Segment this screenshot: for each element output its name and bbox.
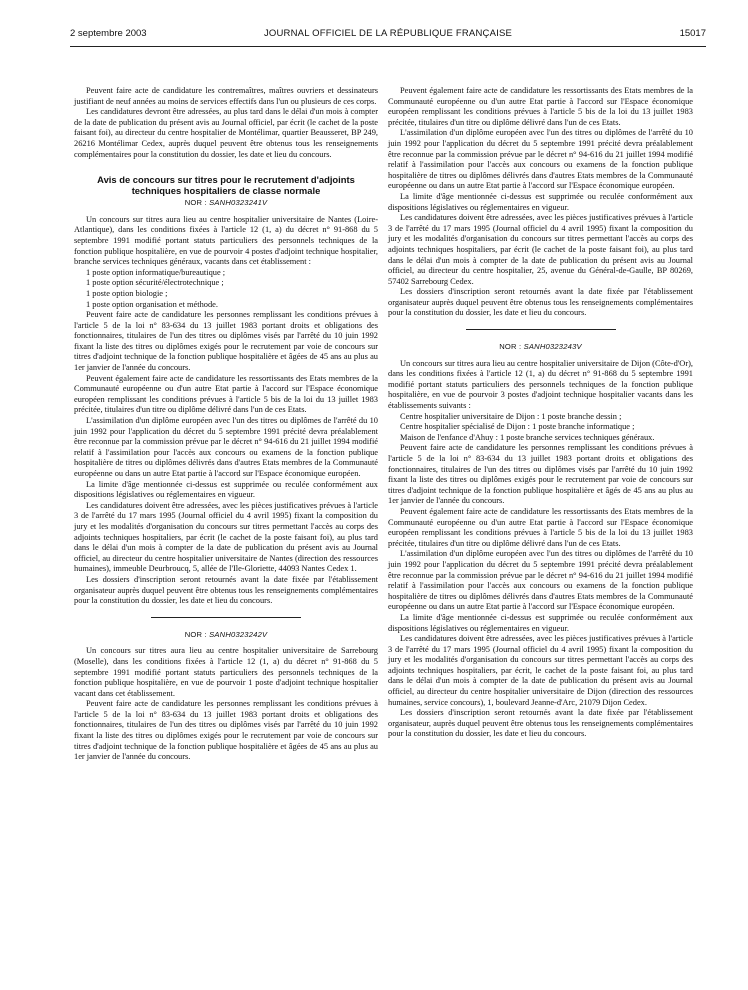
paragraph: Centre hospitalier spécialisé de Dijon : 1 poste branche informatique ;: [400, 422, 635, 432]
notice2-block: [74, 646, 378, 763]
nor-label: NOR :: [184, 629, 207, 639]
paragraph: L'assimilation d'un diplôme européen avec l'un des titres ou diplômes de l'arrêté du 10 juin 1992 pour l'application du décret du 5 septembre 1991 précité devra préalablement être reconnue par la commission prévue par le décret n° 94-616 du 21 juillet 1994 modifié relatif à l'assimilation pour l'accès aux concours ou examens de la fonction publique hospitalière de titres ou diplômes délivrés dans d'autres Etats membres de la Communauté européenne ou dans un autre Etat partie à l'accord sur l'Espace économique européen.: [388, 549, 693, 612]
paragraph: La limite d'âge mentionnée ci-dessus est supprimée ou reculée conformément aux dispositions législatives ou réglementaires en vigueur.: [388, 612, 693, 633]
paragraph: Peuvent faire acte de candidature les personnes remplissant les conditions prévues à l'article 5 de la loi n° 83-634 du 13 juillet 1983 portant droits et obligations des fonctionnaires, titulaires de l'un des titres ou diplômes visés par l'arrêté du 10 juin 1992 fixant la liste des titres ou diplômes exigés pour le recrutement par voie de concours sur titres d'adjoint technique de la fonction publique hospitalière et âgées de 45 ans au plus au 1er janvier de l'année du concours.: [74, 310, 378, 373]
nor-label: NOR :: [184, 198, 207, 208]
paragraph: Peuvent faire acte de candidature les personnes remplissant les conditions prévues à l'article 5 de la loi n° 83-634 du 13 juillet 1983 portant droits et obligations des fonctionnaires, titulaires de l'un des titres ou diplômes visés par l'arrêté du 10 juin 1992 fixant la liste des titres ou diplômes exigés pour le recrutement par voie de concours sur titres d'adjoint technique de la fonction publique hospitalière et âgés de 45 ans au plus au 1er janvier de l'année du concours.: [388, 443, 693, 506]
left-column: [74, 86, 378, 763]
paragraph: Peuvent faire acte de candidature les contremaîtres, maîtres ouvriers et dessinateurs justifiant de neuf années au moins de services effectifs dans l'un ou plusieurs de ces corps.: [74, 86, 378, 106]
notice1-conditions: [74, 310, 378, 607]
paragraph: Les candidatures doivent être adressées, avec les pièces justificatives prévues à l'article 3 de l'arrêté du 17 mars 1995 (Journal officiel du 4 avril 1995) fixant la composition du jury et les modalités d'organisation du concours sur titres permettant l'accès au corps des adjoints techniques hospitaliers, par écrit, le cachet de la poste faisant foi, au plus tard dans le délai d'un mois à compter de la date de publication du présent avis au Journal officiel, au directeur du centre hospitalier universitaire de Dijon (direction des ressources humaines, service concours), 1, boulevard Jeanne-d'Arc, 21079 Dijon Cedex.: [388, 634, 693, 707]
nor-value: SANH0323241V: [209, 198, 268, 208]
paragraph: Les candidatures devront être adressées, au plus tard dans le délai d'un mois à compter de la date de publication du présent avis au Journal officiel, par écrit (le cachet de la poste faisant foi), au directeur du centre hospitalier de Montélimar, quartier Beausseret, BP 249, 26216 Montélimar Cedex, auprès duquel peuvent être obtenus tous les renseignements complémentaires pour la constitution du dossier, les date et lieu du concours.: [74, 107, 378, 159]
notice1-block: [74, 215, 378, 268]
page-header: [70, 28, 706, 42]
paragraph: Peuvent également faire acte de candidature les ressortissants des Etats membres de la Communauté européenne ou d'un autre Etat partie à l'accord sur l'Espace économique européen remplissant les conditions prévues à l'article 5 bis de la loi du 13 juillet 1983 précitée, titulaires d'un titre ou diplôme délivré dans l'un de ces Etats.: [74, 373, 378, 415]
nor-value: SANH0323243V: [523, 342, 582, 352]
section-divider: [151, 617, 301, 618]
paragraph: Un concours sur titres aura lieu au centre hospitalier universitaire de Nantes (Loire-Atlantique), dans les conditions fixées à l'article 12 (1, a) du décret n° 91-868 du 5 septembre 1991 modifié portant statuts particuliers des personnels techniques de la fonction publique hospitalière, en vue de pourvoir 4 postes d'adjoint technique hospitalier, branche services techniques généraux, vacants dans cet établissement :: [74, 214, 378, 267]
nor-label: NOR :: [499, 342, 522, 352]
paragraph: Centre hospitalier universitaire de Dijon : 1 poste branche dessin ;: [400, 411, 622, 421]
notice-title: Avis de concours sur titres pour le recrutement d'adjoints techniques hospitaliers de classe normale: [97, 174, 355, 197]
paragraph: Peuvent faire acte de candidature les personnes remplissant les conditions prévues à l'article 5 de la loi n° 83-634 du 13 juillet 1983 portant droits et obligations des fonctionnaires, titulaires de l'un des titres ou diplômes visés par l'arrêté du 10 juin 1992 fixant la liste des titres ou diplômes exigés pour le recrutement par voie de concours sur titres d'adjoint technique de la fonction publique hospitalière et âgées de 45 ans au plus au 1er janvier de l'année du concours.: [74, 699, 378, 762]
paragraph: La limite d'âge mentionnée ci-dessus est supprimée ou reculée conformément aux dispositions législatives ou réglementaires en vigueur.: [74, 479, 378, 500]
list-item: 1 poste option biologie ;: [86, 288, 168, 298]
paragraph: La limite d'âge mentionnée ci-dessus est supprimée ou reculée conformément aux dispositions législatives ou réglementaires en vigueur.: [388, 191, 693, 212]
nor-reference-1: [74, 198, 378, 209]
right-column: [388, 86, 693, 740]
intro-block: [74, 86, 378, 160]
paragraph: Les candidatures doivent être adressées, avec les pièces justificatives prévues à l'article 3 de l'arrêté du 17 mars 1995 (Journal officiel du 4 avril 1995) fixant la composition du jury et les modalités d'organisation du concours sur titres permettant l'accès au corps des adjoints techniques hospitaliers, par écrit (le cachet de la poste faisant foi), au plus tard dans le délai d'un mois à compter de la date de publication du présent avis au Journal officiel, au directeur du centre hospitalier universitaire de Nantes (direction des ressources humaines), immeuble Deurbroucq, 5, allée de l'Ile-Gloriette, 44093 Nantes Cedex 1.: [74, 500, 378, 574]
header-date: 2 septembre 2003: [70, 28, 147, 39]
list-item: 1 poste option sécurité/électrotechnique ;: [86, 278, 224, 288]
list-item: 1 poste option informatique/bureautique ;: [86, 267, 226, 277]
paragraph: L'assimilation d'un diplôme européen avec l'un des titres ou diplômes de l'arrêté du 10 juin 1992 pour l'application du décret du 5 septembre 1991 précité devra préalablement être reconnue par la commission prévue par le décret n° 94-616 du 21 juillet 1994 modifié relatif à l'assimilation pour l'accès aux concours ou examens de la fonction publique hospitalière de titres ou diplômes délivrés dans d'autres Etats membres de la Communauté européenne ou dans un autre Etat partie à l'accord sur l'Espace économique européen.: [388, 128, 693, 191]
header-rule: [70, 46, 706, 47]
paragraph: Les candidatures doivent être adressées, avec les pièces justificatives prévues à l'article 3 de l'arrêté du 17 mars 1995 (Journal officiel du 4 avril 1995) fixant la composition du jury et les modalités d'organisation du concours sur titres permettant l'accès au corps des adjoints techniques hospitaliers, par écrit (le cachet de la poste faisant foi), au plus tard dans le délai d'un mois à compter de la date de publication du présent avis au Journal officiel, au directeur du centre hospitalier, 25, avenue du Général-de-Gaulle, BP 80269, 57402 Sarrebourg Cedex.: [388, 213, 693, 286]
notice2-continued: [388, 86, 693, 319]
header-journal-title: JOURNAL OFFICIEL DE LA RÉPUBLIQUE FRANÇAISE: [263, 28, 513, 39]
paragraph: Peuvent également faire acte de candidature les ressortissants des Etats membres de la Communauté européenne ou d'un autre Etat partie à l'accord sur l'Espace économique européen remplissant les conditions prévues à l'article 5 bis de la loi du 13 juillet 1983 précitée, titulaires d'un titre ou diplôme délivré dans l'un de ces Etats.: [388, 506, 693, 548]
paragraph: Maison de l'enfance d'Ahuy : 1 poste branche services techniques généraux.: [400, 432, 655, 442]
notice1-posts-list: [74, 268, 378, 310]
paragraph: Les dossiers d'inscription seront retournés avant la date fixée par l'établissement organisateur auprès duquel peuvent être obtenus tous les renseignements complémentaires pour la constitution du dossier, les date et lieu du concours.: [74, 574, 378, 606]
paragraph: L'assimilation d'un diplôme européen avec l'un des titres ou diplômes de l'arrêté du 10 juin 1992 pour l'application du décret du 5 septembre 1991 précité devra préalablement être reconnue par la commission prévue par le décret n° 94-616 du 21 juillet 1994 modifié relatif à l'assimilation pour l'accès aux concours ou examens de la fonction publique hospitalière de titres ou diplômes délivrés dans d'autres Etats membres de la Communauté européenne ou dans un autre Etat partie à l'accord sur l'Espace économique européen.: [74, 416, 378, 478]
nor-value: SANH0323242V: [209, 629, 268, 639]
paragraph: Les dossiers d'inscription seront retournés avant la date fixée par l'établissement organisateur auprès duquel peuvent être obtenus tous les renseignements complémentaires pour la constitution du dossier, les date et lieu du concours.: [388, 287, 693, 318]
notice3-block: [388, 359, 693, 740]
nor-reference-2: [74, 630, 378, 641]
list-item: 1 poste option organisation et méthode.: [86, 299, 218, 309]
paragraph: Un concours sur titres aura lieu au centre hospitalier universitaire de Dijon (Côte-d'Or), dans les conditions fixées à l'article 12 (1, a) du décret n° 91-868 du 5 septembre 1991 modifié portant statuts particuliers des personnels techniques de la fonction publique hospitalière, en vue de pourvoir 3 postes d'adjoint technique hospitalier vacants dans les établissements suivants :: [388, 358, 693, 411]
paragraph: Les dossiers d'inscription seront retournés avant la date fixée par l'établissement organisateur, auprès duquel peuvent être obtenus tous les renseignements complémentaires pour la constitution du dossier, les date et lieu du concours.: [388, 708, 693, 739]
section-divider: [466, 329, 616, 330]
paragraph: Un concours sur titres aura lieu au centre hospitalier universitaire de Sarrebourg (Moselle), dans les conditions fixées à l'article 12 (1, a) du décret n° 91-868 du 5 septembre 1991 modifié portant statuts particuliers des personnels techniques de la fonction publique hospitalière, en vue de pourvoir 1 poste d'adjoint technique hospitalier vacant dans cet établissement.: [74, 646, 378, 698]
paragraph: Peuvent également faire acte de candidature les ressortissants des Etats membres de la Communauté européenne ou d'un autre Etat partie à l'accord sur l'Espace économique européen remplissant les conditions prévues à l'article 5 bis de la loi du 13 juillet 1983 précitée, titulaires d'un titre ou diplôme délivré dans l'un de ces Etats.: [388, 86, 693, 127]
nor-reference-3: [388, 342, 693, 353]
header-page-number: 15017: [679, 28, 706, 39]
